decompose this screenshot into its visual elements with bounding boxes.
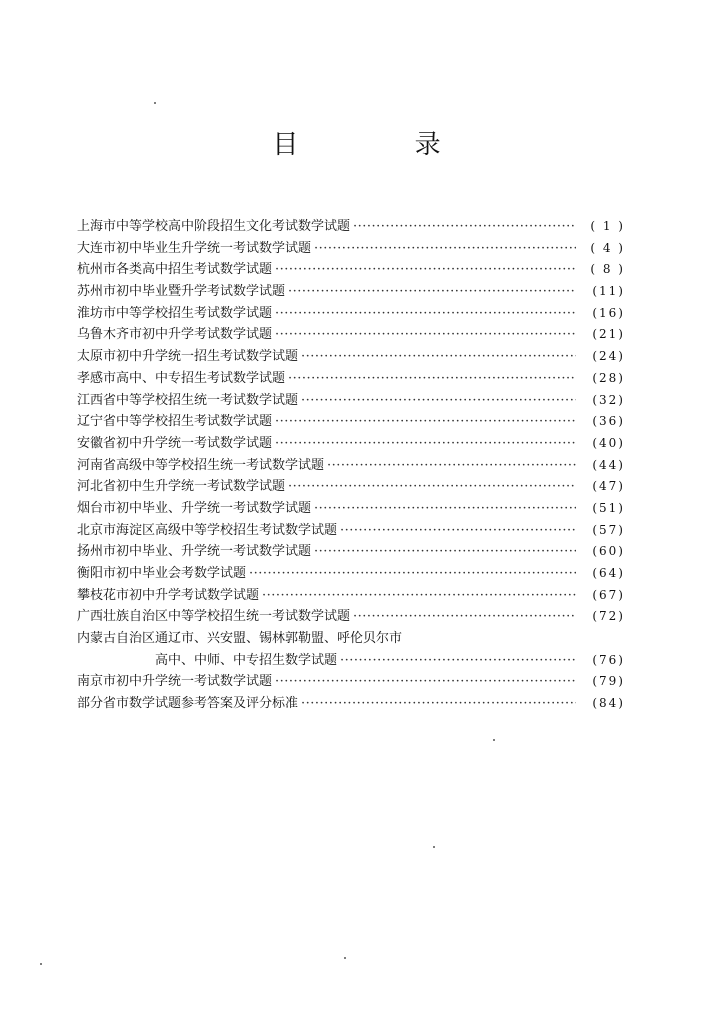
toc-page-number: (84) [592, 696, 625, 711]
toc-page-number: (11) [592, 284, 625, 299]
toc-entry-title: 孝感市高中、中专招生考试数学试题 [77, 370, 286, 386]
dot-leader [327, 455, 576, 477]
toc-entry[interactable] [77, 541, 625, 563]
toc-entry-title: 辽宁省中等学校招生考试数学试题 [77, 414, 273, 430]
toc-entry[interactable] [77, 476, 625, 498]
dot-leader [314, 498, 576, 520]
toc-entry-title: 烟台市初中毕业、升学统一考试数学试题 [77, 500, 312, 516]
toc-entry-title: 内蒙古自治区通辽市、兴安盟、锡林郭勒盟、呼伦贝尔市 [77, 631, 403, 647]
toc-entry-title: 苏州市初中毕业暨升学考试数学试题 [77, 284, 286, 300]
dot-leader [288, 476, 576, 498]
toc-entry-title: 杭州市各类高中招生考试数学试题 [77, 262, 273, 278]
toc-entry[interactable] [77, 498, 625, 520]
dot-leader [314, 238, 576, 260]
toc-page-number: (64) [592, 566, 625, 580]
toc-entry[interactable] [77, 216, 625, 238]
toc-entry-title: 扬州市初中毕业、升学统一考试数学试题 [77, 544, 312, 560]
toc-page-number: (36) [592, 414, 625, 429]
toc-entry[interactable] [77, 368, 625, 390]
dot-leader [275, 411, 576, 433]
toc-entry[interactable] [77, 433, 625, 455]
toc-entry-heading[interactable] [77, 628, 625, 650]
toc-entry[interactable] [77, 455, 625, 477]
toc-entry-title: 广西壮族自治区中等学校招生统一考试数学试题 [77, 609, 351, 625]
toc-entry-title: 河南省高级中等学校招生统一考试数学试题 [77, 457, 325, 473]
dot-leader [340, 520, 576, 542]
toc-entry-title: 太原市初中升学统一招生考试数学试题 [77, 349, 299, 365]
toc-entry[interactable] [77, 281, 625, 303]
toc-entry[interactable] [77, 324, 625, 346]
toc-entry-title: 淮坊市中等学校招生考试数学试题 [77, 305, 273, 321]
toc-page-number: (60) [592, 544, 625, 559]
toc-entry-title: 北京市海淀区高级中等学校招生考试数学试题 [77, 522, 338, 538]
toc-page-number: (16) [592, 305, 625, 320]
dot-leader [353, 216, 576, 238]
dot-leader [275, 433, 576, 455]
dot-leader [288, 281, 576, 303]
scan-speck [344, 957, 346, 959]
toc-entry-title: 河北省初中生升学统一考试数学试题 [77, 479, 286, 495]
toc-entry[interactable] [77, 238, 625, 260]
toc-entry[interactable] [77, 346, 625, 368]
table-of-contents [77, 216, 625, 715]
toc-entry-title: 南京市初中升学统一考试数学试题 [77, 674, 273, 690]
dot-leader [340, 650, 576, 672]
toc-page-number: (32) [592, 392, 625, 407]
dot-leader [314, 541, 576, 563]
toc-page-number: (40) [592, 435, 625, 450]
toc-entry[interactable] [77, 671, 625, 693]
toc-entry-title: 部分省市数学试题参考答案及评分标准 [77, 696, 299, 712]
toc-entry[interactable] [77, 411, 625, 433]
toc-entry[interactable] [77, 520, 625, 542]
toc-entry-title: 高中、中师、中专招生数学试题 [155, 652, 338, 668]
toc-entry[interactable] [77, 563, 625, 585]
toc-page-number: ( 8 ) [590, 262, 625, 277]
toc-page-number: (67) [592, 587, 625, 602]
dot-leader [301, 693, 576, 715]
toc-entry-title: 衡阳市初中毕业会考数学试题 [77, 566, 247, 581]
toc-entry[interactable] [77, 303, 625, 325]
toc-entry-title: 江西省中等学校招生统一考试数学试题 [77, 392, 299, 408]
toc-entry[interactable] [77, 259, 625, 281]
toc-entry[interactable] [77, 585, 625, 607]
dot-leader [301, 390, 576, 412]
toc-entry-title: 大连市初中毕业生升学统一考试数学试题 [77, 240, 312, 256]
toc-page-number: ( 4 ) [590, 240, 625, 255]
toc-page-number: ( 1 ) [590, 219, 625, 233]
toc-page-number: (79) [592, 674, 625, 689]
toc-entry-title: 安徽省初中升学统一考试数学试题 [77, 435, 273, 451]
toc-page-number: (57) [592, 522, 625, 537]
toc-entry-title: 乌鲁木齐市初中升学考试数学试题 [77, 327, 273, 343]
toc-entry[interactable] [77, 390, 625, 412]
toc-page-number: (76) [592, 652, 625, 667]
toc-entry[interactable] [77, 606, 625, 628]
dot-leader [275, 671, 576, 693]
dot-leader [275, 324, 576, 346]
toc-entry[interactable] [77, 693, 625, 715]
dot-leader [275, 259, 576, 281]
scan-speck [433, 846, 435, 848]
toc-entry-title: 攀枝花市初中升学考试数学试题 [77, 587, 260, 603]
dot-leader [288, 368, 576, 390]
dot-leader [275, 303, 576, 325]
toc-page-number: (44) [592, 457, 625, 472]
toc-page-number: (24) [592, 349, 625, 364]
toc-page-number: (51) [592, 500, 625, 515]
dot-leader [301, 346, 576, 368]
dot-leader [249, 563, 576, 585]
toc-page-number: (21) [592, 327, 625, 342]
scan-speck [493, 739, 495, 741]
dot-leader [262, 585, 576, 607]
dot-leader [353, 606, 576, 628]
scan-speck [154, 102, 156, 104]
toc-page-number: (72) [592, 609, 625, 624]
toc-page-number: (47) [592, 479, 625, 494]
page-title: 目 录 [272, 130, 495, 160]
toc-page-number: (28) [592, 370, 625, 385]
scan-speck [40, 963, 42, 965]
toc-entry-title: 上海市中等学校高中阶段招生文化考试数学试题 [77, 219, 351, 234]
toc-entry[interactable] [77, 650, 625, 672]
